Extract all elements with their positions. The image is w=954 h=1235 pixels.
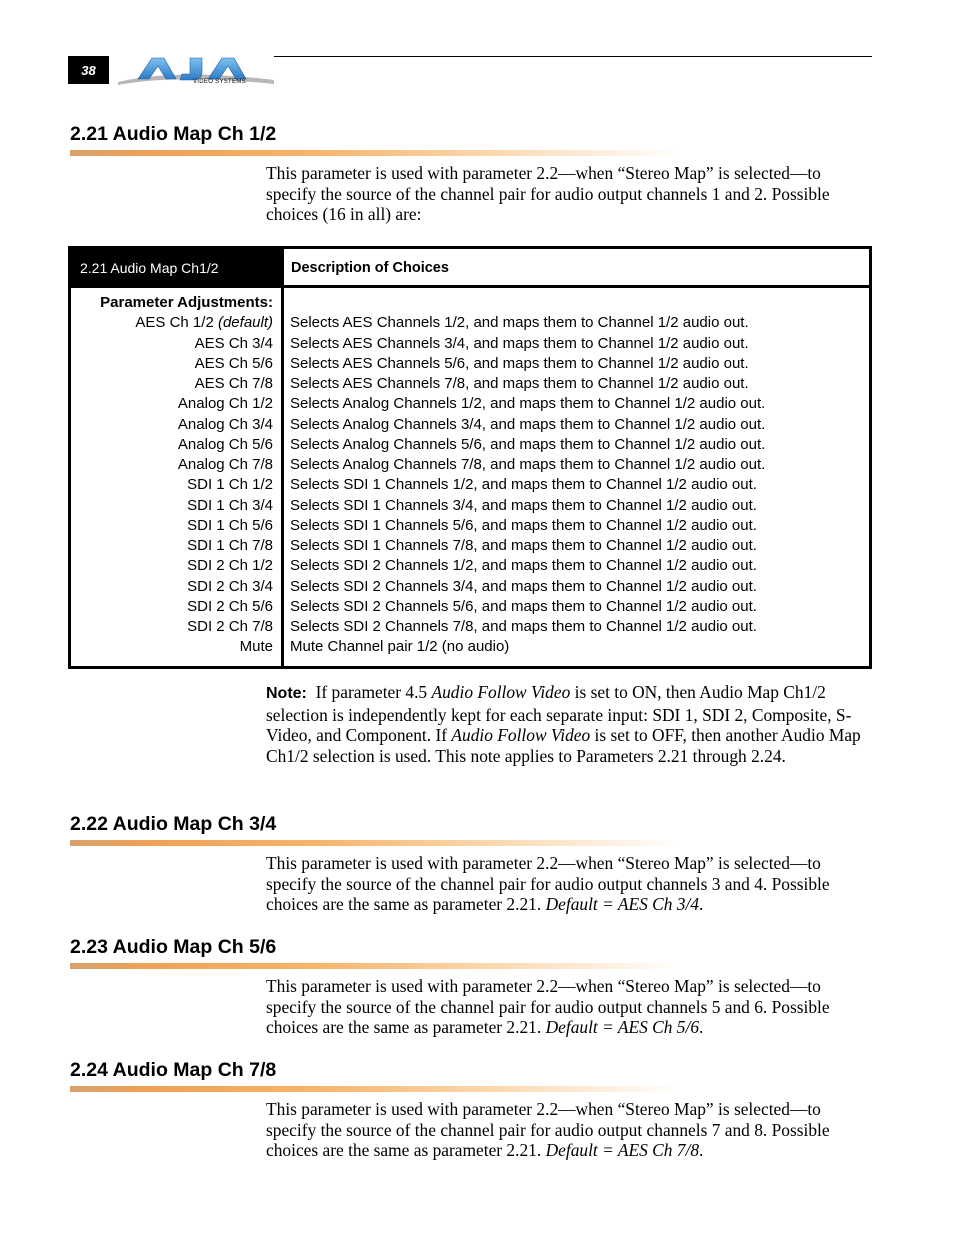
param-cell: Analog Ch 3/4 [177, 415, 273, 433]
desc-cell: Selects SDI 1 Channels 5/6, and maps them to Channel 1/2 audio out. [290, 516, 757, 534]
desc-cell: Selects SDI 2 Channels 3/4, and maps them to Channel 1/2 audio out. [290, 577, 757, 595]
section-title: 2.22 Audio Map Ch 3/4 [70, 813, 277, 835]
param-cell: SDI 2 Ch 7/8 [187, 618, 273, 635]
desc-cell: Selects SDI 2 Channels 5/6, and maps them to Channel 1/2 audio out. [290, 597, 757, 615]
section-title: 2.21 Audio Map Ch 1/2 [70, 123, 277, 145]
param-cell: Analog Ch 1/2 [177, 395, 273, 413]
param-cell: SDI 1 Ch 1/2 [187, 476, 273, 494]
desc-cell: Selects AES Channels 5/6, and maps them to Channel 1/2 audio out. [290, 354, 749, 372]
section-2-21-heading [70, 122, 276, 146]
default-marker: (default) [217, 314, 273, 332]
section-divider [70, 1086, 682, 1092]
param-cell: Analog Ch 5/6 [177, 435, 273, 453]
section-2-23-heading [70, 935, 276, 959]
desc-cell: Selects Analog Channels 3/4, and maps them to Channel 1/2 audio out. [290, 415, 766, 433]
adjustments-label: Parameter Adjustments: [100, 294, 273, 311]
desc-cell: Selects Analog Channels 7/8, and maps them to Channel 1/2 audio out. [290, 456, 766, 473]
desc-cell: Selects SDI 1 Channels 7/8, and maps them to Channel 1/2 audio out. [290, 537, 757, 554]
section-2-24-heading [70, 1058, 276, 1082]
section-2-21-intro: This parameter is used with parameter 2.2—when “Stereo Map” is selected—to specify the source of the channel pair for audio output channels 1 and 2. Possible choices (16 in all) are: [266, 163, 830, 224]
parameter-table [68, 246, 872, 669]
desc-cell: Selects SDI 2 Channels 7/8, and maps them to Channel 1/2 audio out. [290, 618, 757, 635]
param-cell: AES Ch 3/4 [194, 334, 273, 352]
section-2-22-body: This parameter is used with parameter 2.2—when “Stereo Map” is selected—to specify the source of the channel pair for audio output channels 3 and 4. Possible choices are the same as parameter 2.21. Default = AES Ch 3/4. [266, 853, 830, 914]
param-cell: SDI 2 Ch 3/4 [187, 577, 273, 595]
table-header-parameter: 2.21 Audio Map Ch1/2 [71, 249, 281, 286]
section-title: 2.24 Audio Map Ch 7/8 [70, 1059, 277, 1081]
desc-cell: Selects SDI 2 Channels 1/2, and maps them to Channel 1/2 audio out. [290, 557, 757, 575]
param-cell: Mute [239, 638, 273, 656]
description-column [290, 293, 869, 658]
section-2-24-body: This parameter is used with parameter 2.2—when “Stereo Map” is selected—to specify the source of the channel pair for audio output channels 7 and 8. Possible choices are the same as parameter 2.21. Default = AES Ch 7/8. [266, 1099, 830, 1160]
note-paragraph: Note: If parameter 4.5 Audio Follow Video is set to ON, then Audio Map Ch1/2 selection is independently kept for each separate input: SDI 1, SDI 2, Composite, S-Video, and Component. If Audio Follow Video is set to OFF, then another Audio Map Ch1/2 selection is used. This note applies to Parameters 2.21 through 2.24. [266, 682, 861, 766]
param-cell: SDI 1 Ch 3/4 [187, 496, 273, 514]
table-header-description: Description of Choices [291, 259, 449, 276]
param-cell: AES Ch 1/2 (default) [135, 314, 273, 332]
page-number: 38 [68, 56, 109, 84]
section-2-23-body: This parameter is used with parameter 2.2—when “Stereo Map” is selected—to specify the source of the channel pair for audio output channels 5 and 6. Possible choices are the same as parameter 2.21. Default = AES Ch 5/6. [266, 976, 830, 1037]
section-divider [70, 150, 682, 156]
table-column-separator [281, 249, 284, 666]
param-cell: SDI 1 Ch 7/8 [187, 537, 273, 554]
parameter-column [71, 293, 273, 658]
param-cell: AES Ch 7/8 [194, 375, 273, 392]
param-cell: Analog Ch 7/8 [177, 456, 273, 473]
header-rule [274, 56, 872, 57]
desc-cell: Selects AES Channels 7/8, and maps them to Channel 1/2 audio out. [290, 375, 749, 392]
table-header-separator [71, 285, 869, 288]
note-label: Note: [266, 685, 307, 702]
desc-cell: Selects Analog Channels 5/6, and maps them to Channel 1/2 audio out. [290, 435, 766, 453]
section-title: 2.23 Audio Map Ch 5/6 [70, 936, 277, 958]
section-2-22-heading [70, 812, 276, 836]
param-cell: SDI 1 Ch 5/6 [187, 516, 273, 534]
logo-subtext: VIDEO SYSTEMS [193, 79, 246, 85]
param-cell: AES Ch 5/6 [194, 354, 273, 372]
desc-cell: Selects SDI 1 Channels 1/2, and maps them to Channel 1/2 audio out. [290, 476, 757, 494]
desc-cell: Selects Analog Channels 1/2, and maps them to Channel 1/2 audio out. [290, 395, 766, 413]
section-divider [70, 963, 682, 969]
desc-cell: Mute Channel pair 1/2 (no audio) [290, 638, 510, 656]
section-divider [70, 840, 682, 846]
desc-cell: Selects SDI 1 Channels 3/4, and maps them to Channel 1/2 audio out. [290, 496, 757, 514]
param-cell: SDI 2 Ch 1/2 [187, 557, 273, 575]
desc-cell: Selects AES Channels 3/4, and maps them to Channel 1/2 audio out. [290, 334, 749, 352]
desc-cell: Selects AES Channels 1/2, and maps them to Channel 1/2 audio out. [290, 314, 749, 332]
param-cell: SDI 2 Ch 5/6 [187, 597, 273, 615]
